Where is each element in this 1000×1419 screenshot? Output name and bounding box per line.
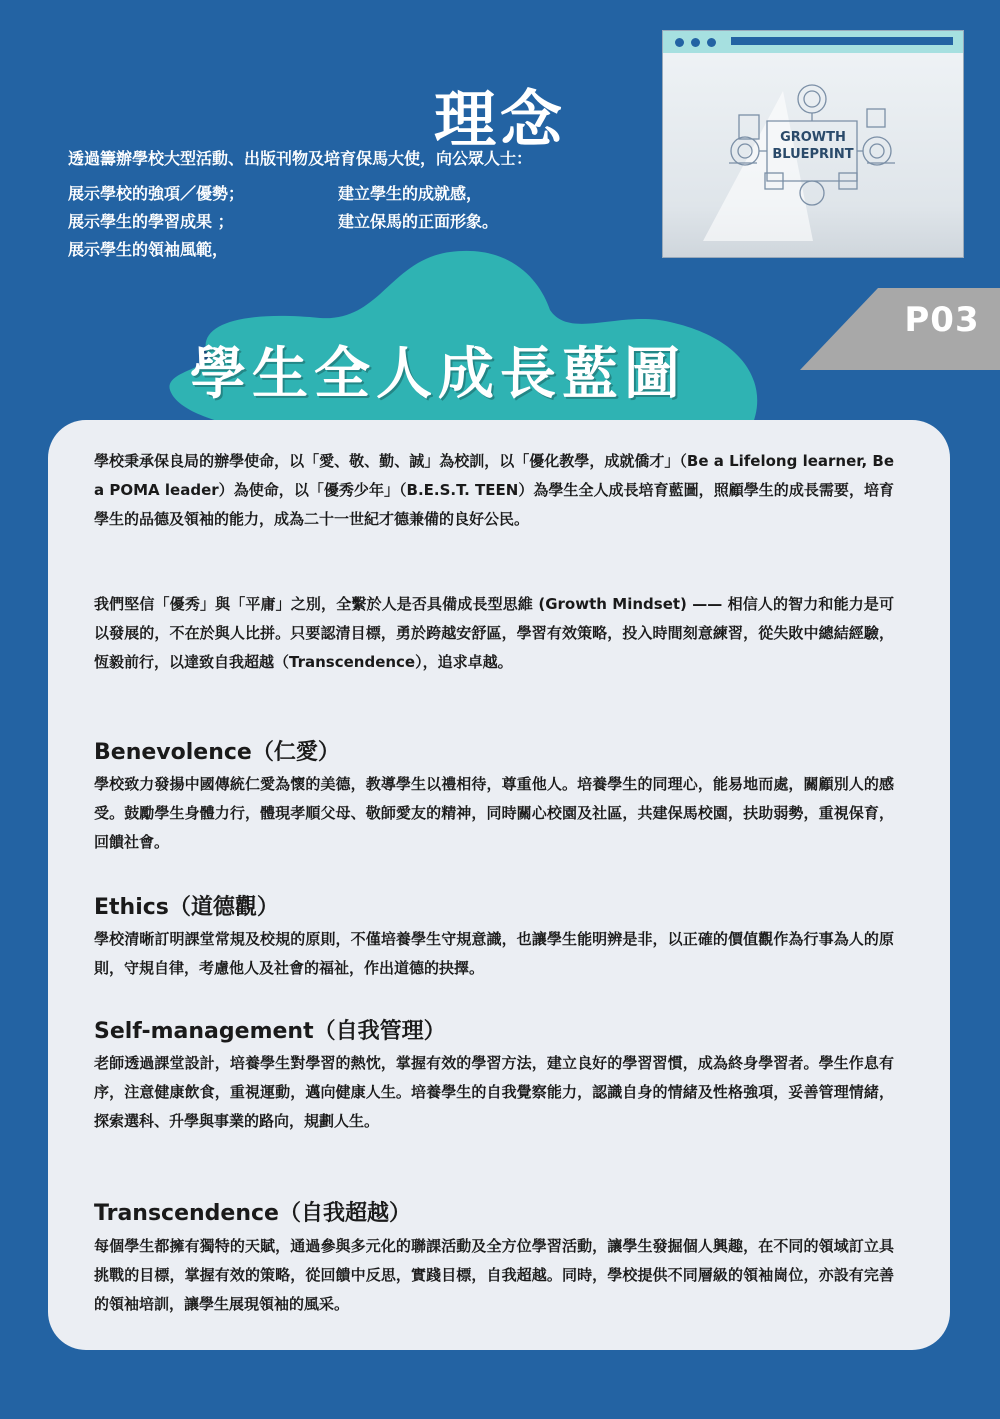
section-text-benevolence: 學校致力發揚中國傳統仁愛為懷的美德，教導學生以禮相待，尊重他人。培養學生的同理心，能易地而處，關顧別人的感受。鼓勵學生身體力行，體現孝順父母、敬師愛友的精神，同時關心校園及社區，共建保馬校園，扶助弱勢，重視保育，回饋社會。 — [94, 775, 894, 851]
section-text-ethics: 學校清晰訂明課堂常規及校規的原則，不僅培養學生守規意識，也讓學生能明辨是非，以正確的價值觀作為行事為人的原則，守規自律，考慮他人及社會的福祉，作出道德的抉擇。 — [94, 930, 894, 977]
section-title-ethics: Ethics（道德觀） — [94, 895, 279, 920]
window-dot-icon — [675, 38, 684, 47]
point-item: 展示學生的領袖風範， — [68, 240, 229, 259]
section-title-transcendence: Transcendence（自我超越） — [94, 1201, 411, 1226]
section-title-benevolence: Benevolence（仁愛） — [94, 740, 340, 765]
section-title-self-management: Self-management（自我管理） — [94, 1019, 446, 1044]
point-item: 建立保馬的正面形象。 — [338, 212, 499, 231]
point-item: 展示學生的學習成果 ； — [68, 212, 234, 231]
intro-paragraph: 學校秉承保良局的辦學使命，以「愛、敬、勤、誠」為校訓，以「優化教學，成就僑才」（Be a Lifelong learner, Be a POMA leader）為使命，以「優秀少年」（B.E.S.T. TEEN）為學生全人成長培育藍圖，照顧學生的成長需要，培育學生的品德及領袖的能力，成為二十一世紀才德兼備的良好公民。 — [94, 452, 894, 528]
growth-blueprint-image — [662, 30, 964, 258]
section-text-self-management: 老師透過課堂設計，培養學生對學習的熱忱，掌握有效的學習方法，建立良好的學習習慣，成為終身學習者。學生作息有序，注意健康飲食，重視運動，邁向健康人生。培養學生的自我覺察能力，認識自身的情緒及性格強項，妥善管理情緒，探索選科、升學與事業的路向，規劃人生。 — [94, 1054, 894, 1130]
points-right-list — [338, 180, 498, 236]
point-item: 展示學校的強項／優勢； — [68, 184, 245, 203]
section-heading: 學生全人成長藍圖 — [190, 342, 686, 407]
caption-line: GROWTH — [780, 130, 846, 145]
intro-text: 透過籌辦學校大型活動、出版刊物及培育保馬大使，向公眾人士： — [68, 149, 533, 168]
point-item: 建立學生的成就感， — [338, 184, 483, 203]
section-text-transcendence: 每個學生都擁有獨特的天賦，通過參與多元化的聯課活動及全方位學習活動，讓學生發掘個人興趣，在不同的領域訂立具挑戰的目標，掌握有效的策略，從回饋中反思，實踐目標，自我超越。同時，學校提供不同層級的領袖崗位，亦設有完善的領袖培訓，讓學生展現領袖的風采。 — [94, 1237, 894, 1313]
window-dot-icon — [691, 38, 700, 47]
page-title: 理念 — [433, 83, 566, 156]
mindset-paragraph: 我們堅信「優秀」與「平庸」之別，全繫於人是否具備成長型思維 (Growth Mindset) —— 相信人的智力和能力是可以發展的，不在於與人比拼。只要認清目標，勇於跨越安舒區，學習有效策略，投入時間刻意練習，從失敗中總結經驗，恆毅前行，以達致自我超越（Transcendence），追求卓越。 — [94, 595, 894, 671]
blueprint-caption — [758, 129, 868, 163]
page-number: P03 — [904, 300, 980, 340]
window-dot-icon — [707, 38, 716, 47]
caption-line: BLUEPRINT — [772, 147, 854, 162]
